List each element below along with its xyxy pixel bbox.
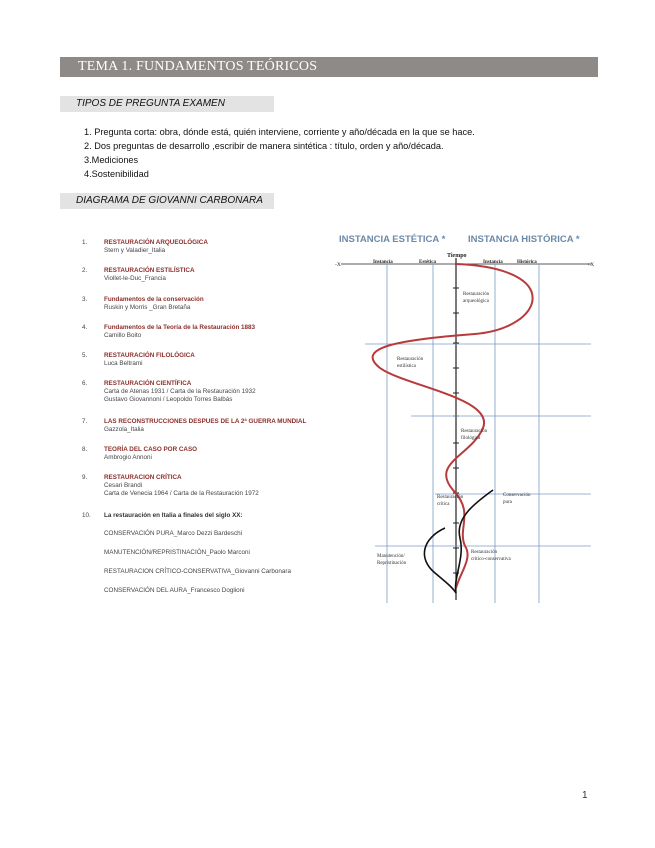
item-heading: RESTAURACIÓN ARQUEOLÓGICA xyxy=(104,239,208,246)
item-number: 3. xyxy=(82,296,88,303)
item-detail: Gustavo Giovannoni / Leopoldo Torres Balbás xyxy=(104,396,233,403)
diagram-title-historic: INSTANCIA HISTÓRICA * xyxy=(468,234,580,245)
page-title: TEMA 1. FUNDAMENTOS TEÓRICOS xyxy=(60,57,598,77)
label-critica: Restauración crítica xyxy=(437,495,464,507)
item-detail: Carta de Venecia 1964 / Carta de la Restauración 1972 xyxy=(104,490,259,497)
restoration-curve xyxy=(373,264,533,588)
col-label: Instancia xyxy=(483,260,503,265)
list-item: 1. Pregunta corta: obra, dónde está, quién interviene, corriente y año/década en la que se hace. xyxy=(84,127,475,137)
item-number: 1. xyxy=(82,239,88,246)
item-heading: RESTAURACIÓN CIENTÍFICA xyxy=(104,380,192,387)
axis-time-label: Tiempo xyxy=(447,253,467,259)
col-label: Instancia xyxy=(373,260,393,265)
diagram-title-aesthetic: INSTANCIA ESTÉTICA * xyxy=(339,234,446,245)
col-label: Estética xyxy=(419,260,436,265)
item-number: 7. xyxy=(82,418,88,425)
item-detail: Cesari Brandi xyxy=(104,482,143,489)
item-number: 6. xyxy=(82,380,88,387)
item-number: 5. xyxy=(82,352,88,359)
item-number: 10. xyxy=(82,512,91,519)
label-critico-conservativa: Restauración crítico-conservativa xyxy=(471,550,511,562)
item-detail: Luca Beltrami xyxy=(104,360,143,367)
item-detail: Viollet-le-Duc_Francia xyxy=(104,275,166,282)
label-estilistica: Restauración estilística xyxy=(397,357,424,369)
axis-minus-label: -X xyxy=(335,262,341,268)
item-detail: Ruskin y Morris _Gran Bretaña xyxy=(104,304,191,311)
label-manutencion: Manutención/ Repristinación xyxy=(377,554,407,566)
item-detail: Ambrogio Annoni xyxy=(104,454,152,461)
list-item: CONSERVACIÓN DEL AURA_Francesco Doglioni xyxy=(104,587,245,594)
question-types-list xyxy=(84,125,475,181)
label-filologica: Restauración filológica xyxy=(461,429,488,441)
axis-plus-label: +X xyxy=(587,262,595,268)
item-detail: Gazzola_Italia xyxy=(104,426,144,433)
page-number: 1 xyxy=(582,790,588,801)
carbonara-diagram xyxy=(335,228,600,608)
list-item: RESTAURACION CRÍTICO-CONSERVATIVA_Giovanni Carbonara xyxy=(104,568,291,575)
item-detail: Carta de Atenas 1931 / Carta de la Restauración 1932 xyxy=(104,388,256,395)
item-number: 9. xyxy=(82,474,88,481)
item-number: 8. xyxy=(82,446,88,453)
item-heading: RESTAURACIÓN FILOLÓGICA xyxy=(104,352,195,359)
item-heading: RESTAURACIÓN ESTILÍSTICA xyxy=(104,267,195,274)
list-item: 4.Sostenibilidad xyxy=(84,169,149,179)
conservation-curve xyxy=(456,490,493,593)
item-heading: Fundamentos de la conservación xyxy=(104,296,204,303)
item-number: 4. xyxy=(82,324,88,331)
list-item: 2. Dos preguntas de desarrollo ,escribir de manera sintética : título, orden y año/década. xyxy=(84,141,444,151)
list-item: CONSERVACIÓN PURA_Marco Dezzi Bardeschi xyxy=(104,530,242,537)
item-number: 2. xyxy=(82,267,88,274)
item-heading: RESTAURACION CRÍTICA xyxy=(104,474,182,481)
manutention-curve xyxy=(424,528,456,593)
item-heading: Fundamentos de la Teoría de la Restauración 1883 xyxy=(104,324,256,331)
section-heading-diagram: DIAGRAMA DE GIOVANNI CARBONARA xyxy=(60,193,274,209)
section-heading-exam: TIPOS DE PREGUNTA EXAMEN xyxy=(60,96,274,112)
list-item: 3.Mediciones xyxy=(84,155,139,165)
item-detail: Stern y Valadier_Italia xyxy=(104,247,166,254)
label-conservacion-pura: Conservación pura xyxy=(503,493,531,505)
item-heading: LAS RECONSTRUCCIONES DESPUES DE LA 2ª GUERRA MUNDIAL xyxy=(104,418,307,425)
list-item: MANUTENCIÓN/REPRISTINACIÓN_Paolo Marconi xyxy=(104,549,250,556)
item-detail: Camillo Boito xyxy=(104,332,142,339)
label-arqueologica: Restauración arqueológica xyxy=(463,292,490,304)
item-heading: La restauración en Italia a finales del siglo XX: xyxy=(104,512,243,519)
item-heading: TEORÍA DEL CASO POR CASO xyxy=(104,446,198,453)
col-label: Histórica xyxy=(517,260,537,265)
